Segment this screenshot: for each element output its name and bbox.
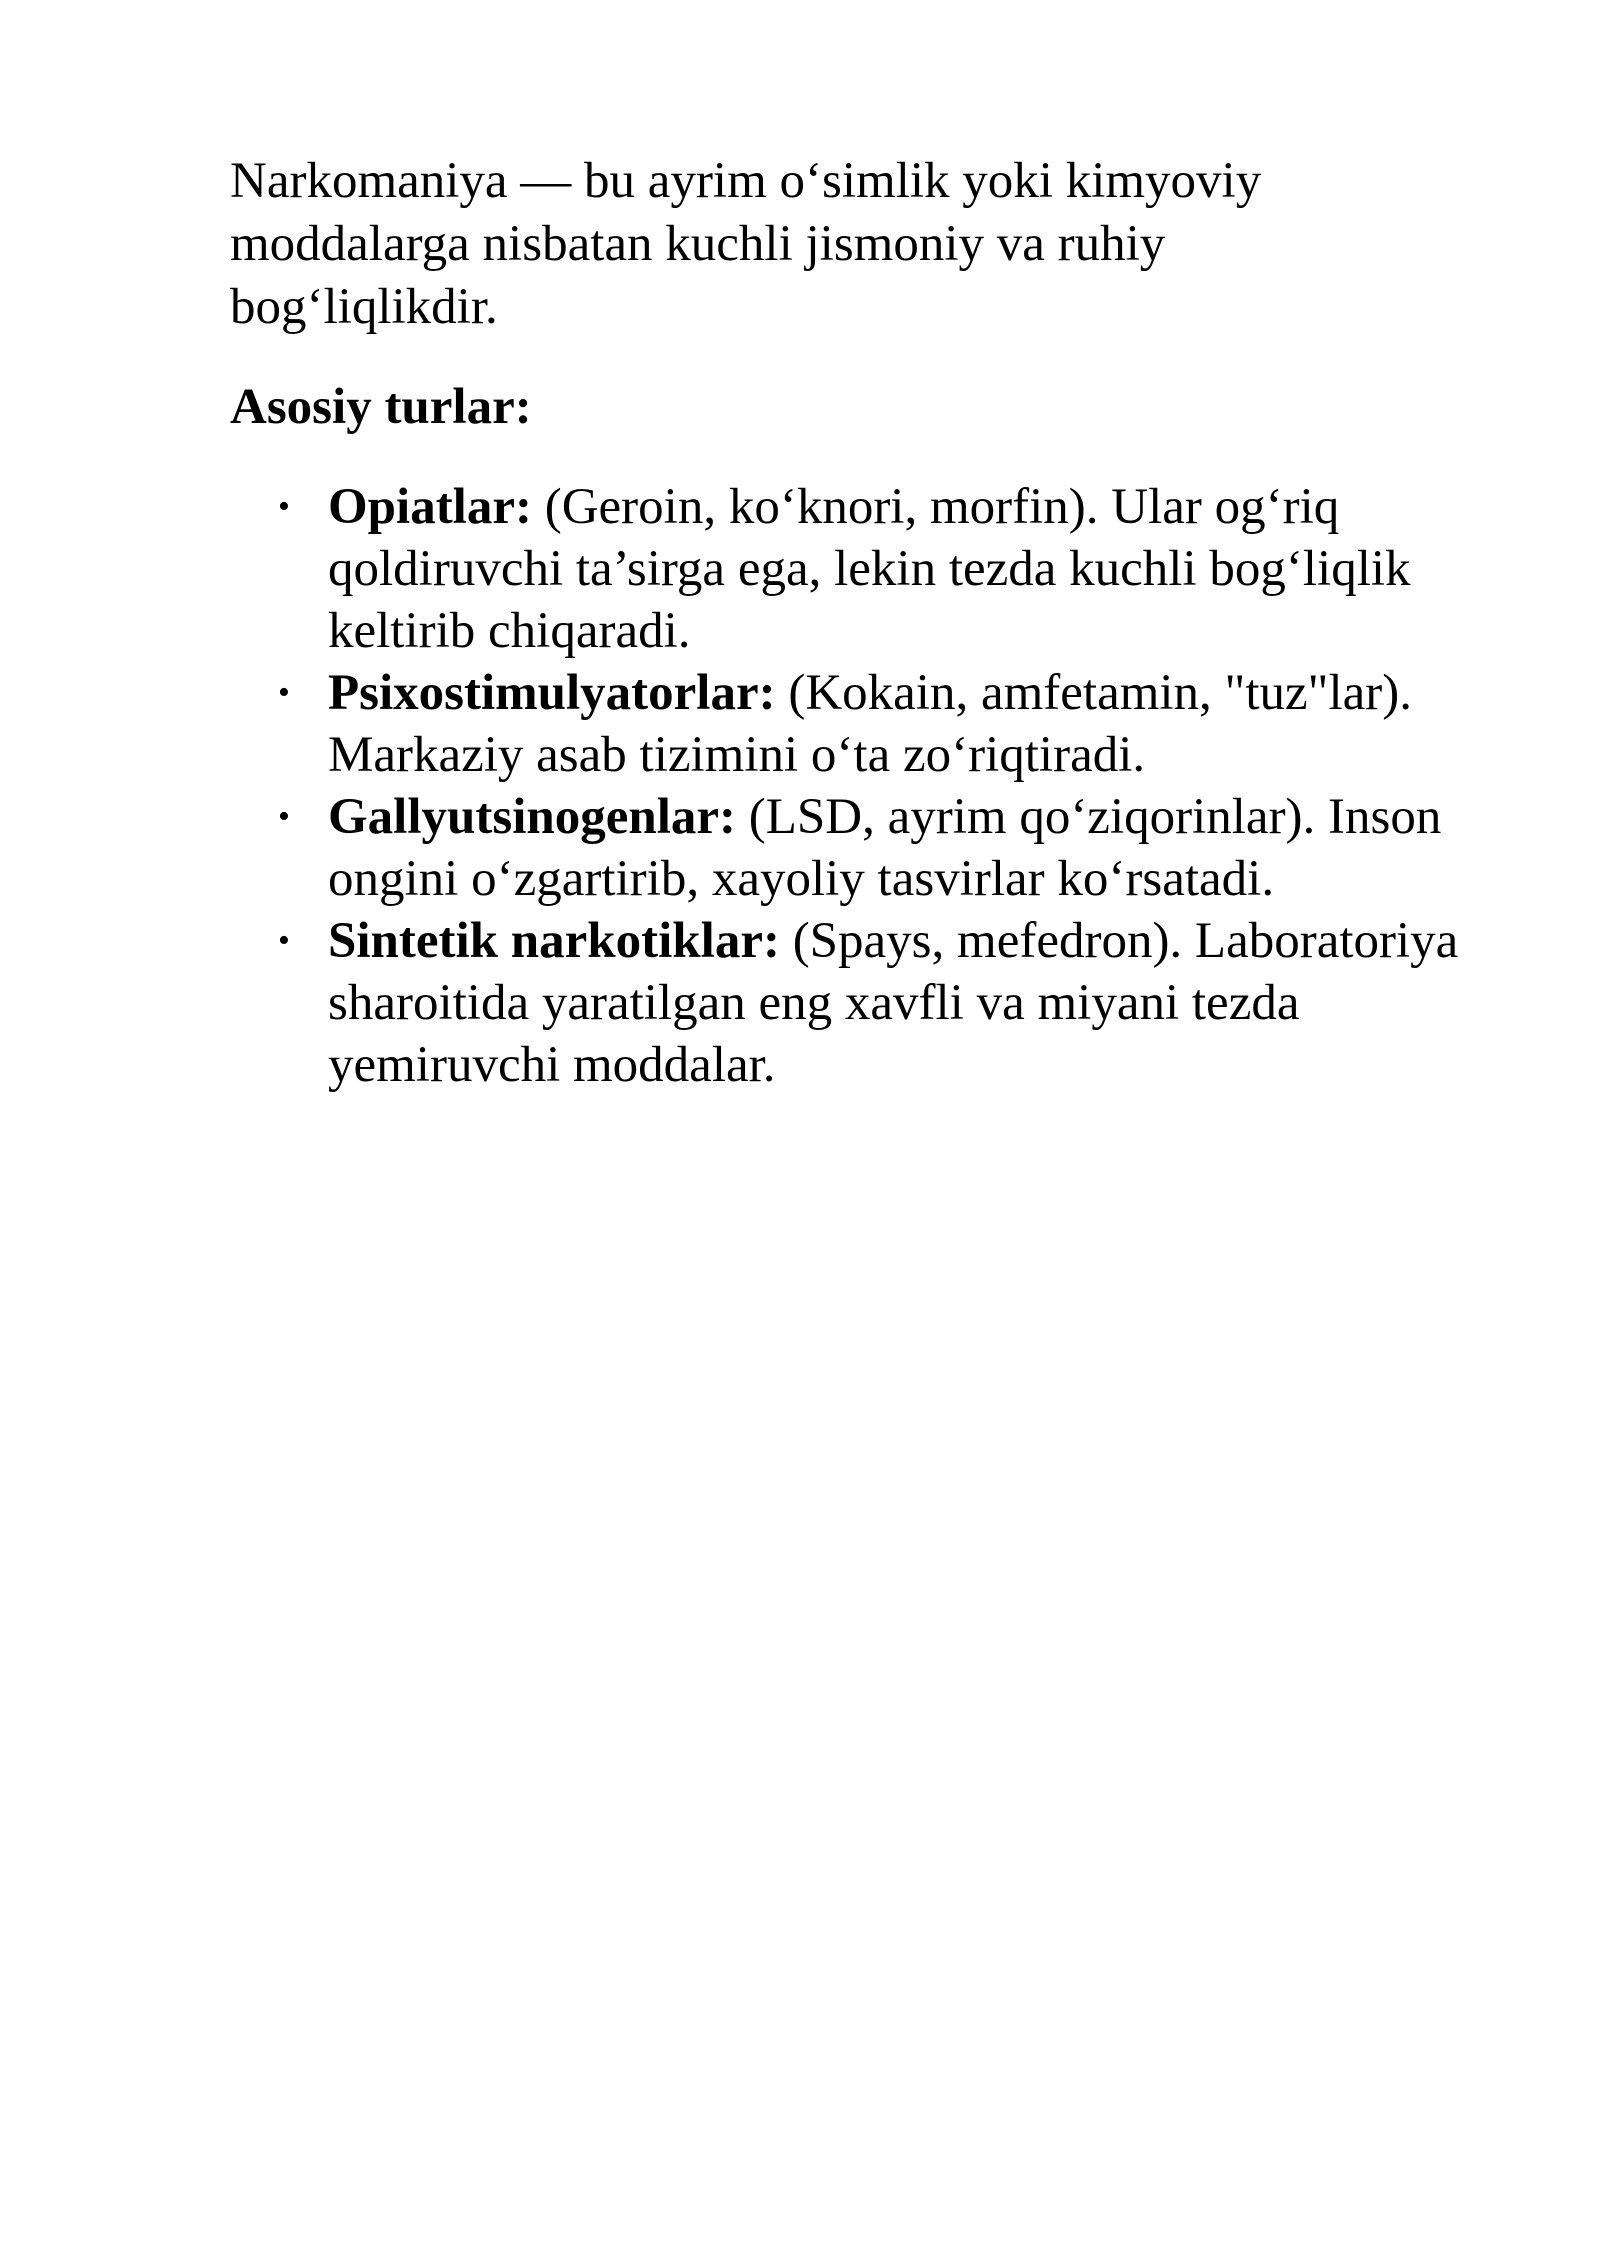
type-name: Sintetik narkotiklar: bbox=[328, 913, 780, 969]
list-item bbox=[230, 476, 1530, 662]
type-description: (Geroin, ko‘knori, morfin). Ular og‘riq qoldiruvchi ta’sirga ega, lekin tezda kuchli bog‘liqlik keltirib chiqaradi. bbox=[328, 479, 1411, 659]
type-name: Opiatlar: bbox=[328, 479, 532, 535]
type-name: Psixostimulyatorlar: bbox=[328, 665, 776, 721]
bullet-icon: • bbox=[278, 922, 290, 959]
list-item bbox=[230, 662, 1530, 786]
type-description: (LSD, ayrim qo‘ziqorinlar). Inson ongini o‘zgartirib, xayoliy tasvirlar ko‘rsatadi. bbox=[328, 789, 1442, 907]
intro-paragraph: Narkomaniya — bu ayrim o‘simlik yoki kimyoviy moddalarga nisbatan kuchli jismoniy va ruhiy bog‘liqlikdir. bbox=[230, 153, 1262, 335]
list-item bbox=[230, 910, 1530, 1096]
section-heading: Asosiy turlar: bbox=[230, 379, 532, 435]
bullet-icon: • bbox=[278, 488, 290, 525]
type-description: (Kokain, amfetamin, "tuz"lar). Markaziy asab tizimini o‘ta zo‘riqtiradi. bbox=[328, 665, 1413, 783]
bullet-icon: • bbox=[278, 798, 290, 835]
type-description: (Spays, mefedron). Laboratoriya sharoitida yaratilgan eng xavfli va miyani tezda yemiruvchi moddalar. bbox=[328, 913, 1459, 1093]
bullet-icon: • bbox=[278, 674, 290, 711]
types-list bbox=[230, 476, 1530, 1096]
type-name: Gallyutsinogenlar: bbox=[328, 789, 737, 845]
list-item bbox=[230, 786, 1530, 910]
